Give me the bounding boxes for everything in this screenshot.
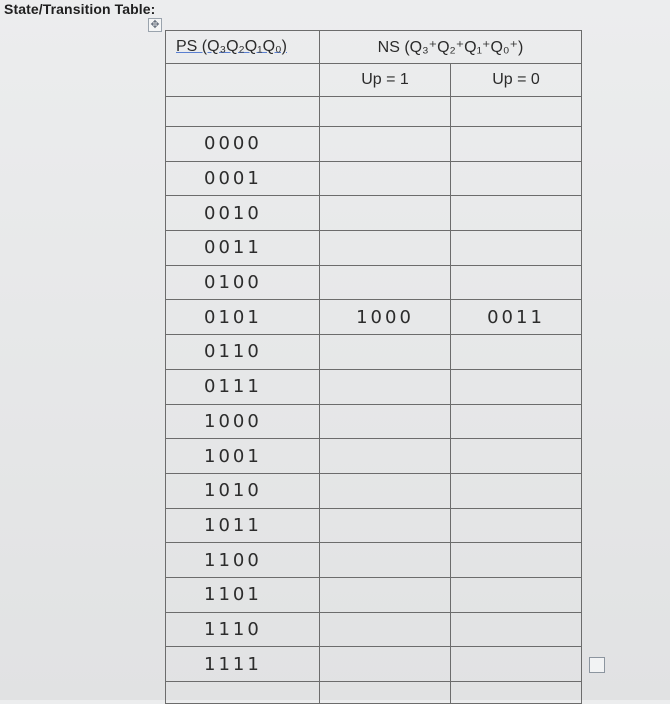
next-state-up1-cell[interactable] [320,196,451,231]
table-row [166,612,582,647]
table-row [166,231,582,266]
table-cell-empty[interactable] [320,682,451,704]
up-0-header[interactable]: Up = 0 [451,64,582,97]
up-1-header[interactable]: Up = 1 [320,64,451,97]
next-state-up0-cell[interactable] [451,612,582,647]
table-cell-empty[interactable] [451,682,582,704]
state-transition-table [165,30,582,704]
present-state-cell[interactable]: 0010 [166,196,320,231]
next-state-up0-cell[interactable] [451,265,582,300]
next-state-up0-cell[interactable] [451,473,582,508]
present-state-cell[interactable]: 1100 [166,543,320,578]
table-row [166,335,582,370]
next-state-up1-cell[interactable] [320,647,451,682]
next-state-up1-cell[interactable]: 1000 [320,300,451,335]
table-cell-empty[interactable] [451,97,582,127]
next-state-up1-cell[interactable] [320,543,451,578]
table-row-blank [166,97,582,127]
table-row [166,473,582,508]
present-state-cell[interactable]: 0101 [166,300,320,335]
resize-handle-icon[interactable] [589,657,605,673]
next-state-up0-cell[interactable] [451,404,582,439]
table-row [166,300,582,335]
page-title: State/Transition Table: [4,1,156,17]
present-state-cell[interactable]: 0000 [166,127,320,162]
next-state-up1-cell[interactable] [320,473,451,508]
present-state-cell[interactable]: 0001 [166,161,320,196]
next-state-up0-cell[interactable] [451,508,582,543]
present-state-cell[interactable]: 1000 [166,404,320,439]
present-state-cell[interactable]: 1111 [166,647,320,682]
table-row [166,196,582,231]
table-header-row [166,31,582,64]
next-state-up1-cell[interactable] [320,577,451,612]
present-state-header[interactable] [166,31,320,64]
next-state-up0-cell[interactable] [451,439,582,474]
table-row [166,543,582,578]
table-row [166,127,582,162]
next-state-up1-cell[interactable] [320,404,451,439]
next-state-up1-cell[interactable] [320,369,451,404]
next-state-up0-cell[interactable] [451,161,582,196]
next-state-up1-cell[interactable] [320,127,451,162]
table-row [166,161,582,196]
next-state-up0-cell[interactable] [451,335,582,370]
present-state-header-label: PS (Q₃Q₂Q₁Q₀) [176,38,287,55]
next-state-up1-cell[interactable] [320,265,451,300]
present-state-cell[interactable]: 1101 [166,577,320,612]
present-state-cell[interactable]: 0110 [166,335,320,370]
table-row [166,404,582,439]
next-state-up0-cell[interactable] [451,127,582,162]
table-cell-empty[interactable] [166,682,320,704]
next-state-up0-cell[interactable]: 0011 [451,300,582,335]
present-state-cell[interactable]: 1110 [166,612,320,647]
present-state-cell[interactable]: 0100 [166,265,320,300]
next-state-header[interactable]: NS (Q₃⁺Q₂⁺Q₁⁺Q₀⁺) [320,31,582,64]
table-cell-empty[interactable] [320,97,451,127]
present-state-cell[interactable]: 0011 [166,231,320,266]
next-state-up1-cell[interactable] [320,161,451,196]
table-row [166,647,582,682]
table-row [166,577,582,612]
table-cell-empty[interactable] [166,97,320,127]
present-state-cell[interactable]: 1011 [166,508,320,543]
next-state-up0-cell[interactable] [451,543,582,578]
table-row-blank [166,682,582,704]
next-state-up1-cell[interactable] [320,439,451,474]
table-cell-empty[interactable] [166,64,320,97]
move-cross-icon[interactable]: ✥ [148,18,162,32]
next-state-up0-cell[interactable] [451,647,582,682]
table-row [166,508,582,543]
next-state-up0-cell[interactable] [451,196,582,231]
next-state-up0-cell[interactable] [451,369,582,404]
next-state-up1-cell[interactable] [320,612,451,647]
next-state-up0-cell[interactable] [451,577,582,612]
table-row [166,265,582,300]
next-state-up1-cell[interactable] [320,231,451,266]
present-state-cell[interactable]: 1001 [166,439,320,474]
next-state-up1-cell[interactable] [320,335,451,370]
table-row [166,369,582,404]
next-state-up1-cell[interactable] [320,508,451,543]
table-subheader-row [166,64,582,97]
table-row [166,439,582,474]
next-state-up0-cell[interactable] [451,231,582,266]
present-state-cell[interactable]: 1010 [166,473,320,508]
present-state-cell[interactable]: 0111 [166,369,320,404]
